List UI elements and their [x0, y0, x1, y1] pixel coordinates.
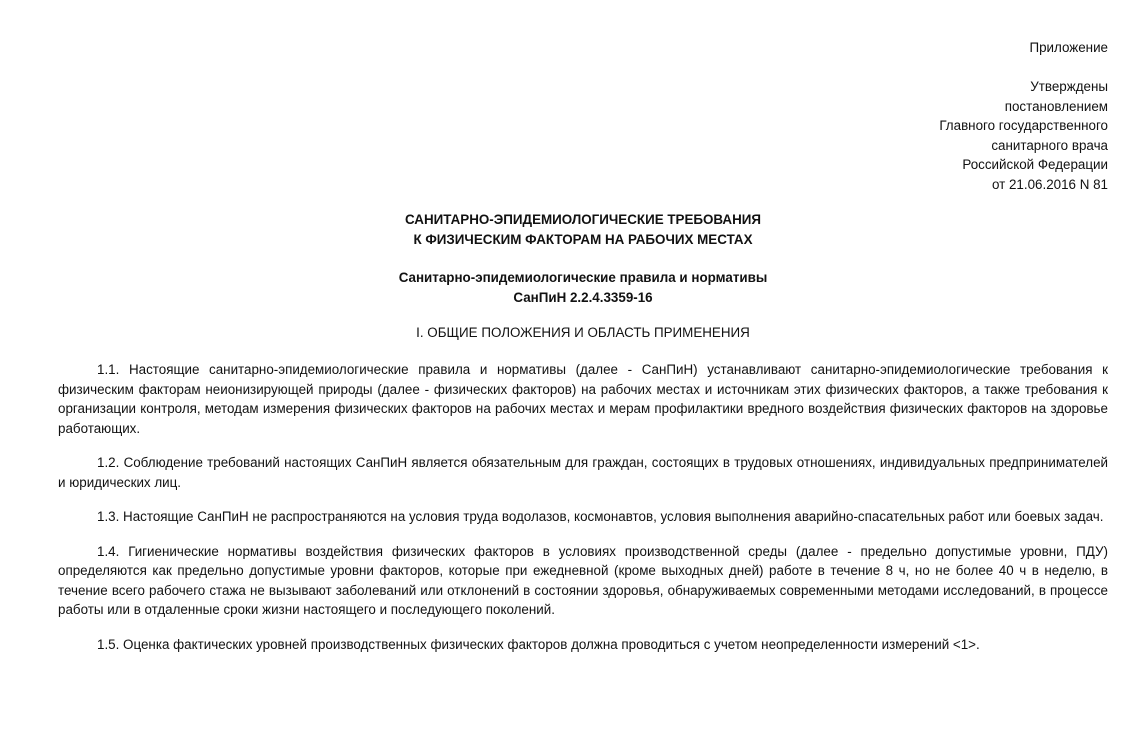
- approval-line: Главного государственного: [939, 118, 1108, 133]
- title-line-1: САНИТАРНО-ЭПИДЕМИОЛОГИЧЕСКИЕ ТРЕБОВАНИЯ: [404, 212, 762, 227]
- paragraph-1-1: 1.1. Настоящие санитарно-эпидемиологические правила и нормативы (далее - СанПиН) устанавливают санитарно-эпидемиологические требования к физическим факторам неионизирующей природы (далее - физических факторов) на рабочих местах и источникам этих физических факторов, а также требования к организации контроля, методам измерения физических факторов на рабочих местах и мерам профилактики вредного воздействия физических факторов на здоровье работающих.: [58, 362, 1108, 436]
- subtitle-line-1: Санитарно-эпидемиологические правила и нормативы: [398, 270, 768, 285]
- approval-line: постановлением: [1004, 98, 1108, 114]
- document-page: [58, 38, 1108, 667]
- approval-date: от 21.06.2016 N 81: [991, 176, 1108, 192]
- paragraph-1-2: 1.2. Соблюдение требований настоящих СанПиН является обязательным для граждан, состоящих в трудовых отношениях, индивидуальных предпринимателей и юридических лиц.: [58, 455, 1108, 490]
- paragraph-1-3: 1.3. Настоящие СанПиН не распространяются на условия труда водолазов, космонавтов, условия выполнения аварийно-спасательных работ или боевых задач.: [97, 509, 1104, 524]
- subtitle-line-2: СанПиН 2.2.4.3359-16: [513, 289, 653, 305]
- approval-line: санитарного врача: [991, 137, 1108, 153]
- approval-line: Утверждены: [1030, 79, 1108, 94]
- approval-block: [58, 77, 1108, 194]
- section-heading: I. ОБЩИЕ ПОЛОЖЕНИЯ И ОБЛАСТЬ ПРИМЕНЕНИЯ: [416, 325, 750, 340]
- document-subtitle: [58, 268, 1108, 307]
- paragraph-1-4: 1.4. Гигиенические нормативы воздействия физических факторов в условиях производственной среды (далее - предельно допустимые уровни, ПДУ) определяются как предельно допустимые уровни факторов, которые при ежедневной (кроме выходных дней) работе в течение 8 ч, но не более 40 ч в неделю, в течение всего рабочего стажа не вызывают заболеваний или отклонений в состоянии здоровья, обнаруживаемых современными методами исследований, в процессе работы или в отдаленные сроки жизни настоящего и последующего поколений.: [58, 543, 1108, 617]
- paragraph-1-5: 1.5. Оценка фактических уровней производственных физических факторов должна проводиться с учетом неопределенности измерений <1>.: [97, 636, 980, 652]
- section-body: [58, 360, 1108, 654]
- appendix-label: Приложение: [1029, 40, 1108, 55]
- title-line-2: К ФИЗИЧЕСКИМ ФАКТОРАМ НА РАБОЧИХ МЕСТАХ: [413, 231, 753, 247]
- document-title: [58, 210, 1108, 249]
- approval-line: Российской Федерации: [962, 157, 1108, 172]
